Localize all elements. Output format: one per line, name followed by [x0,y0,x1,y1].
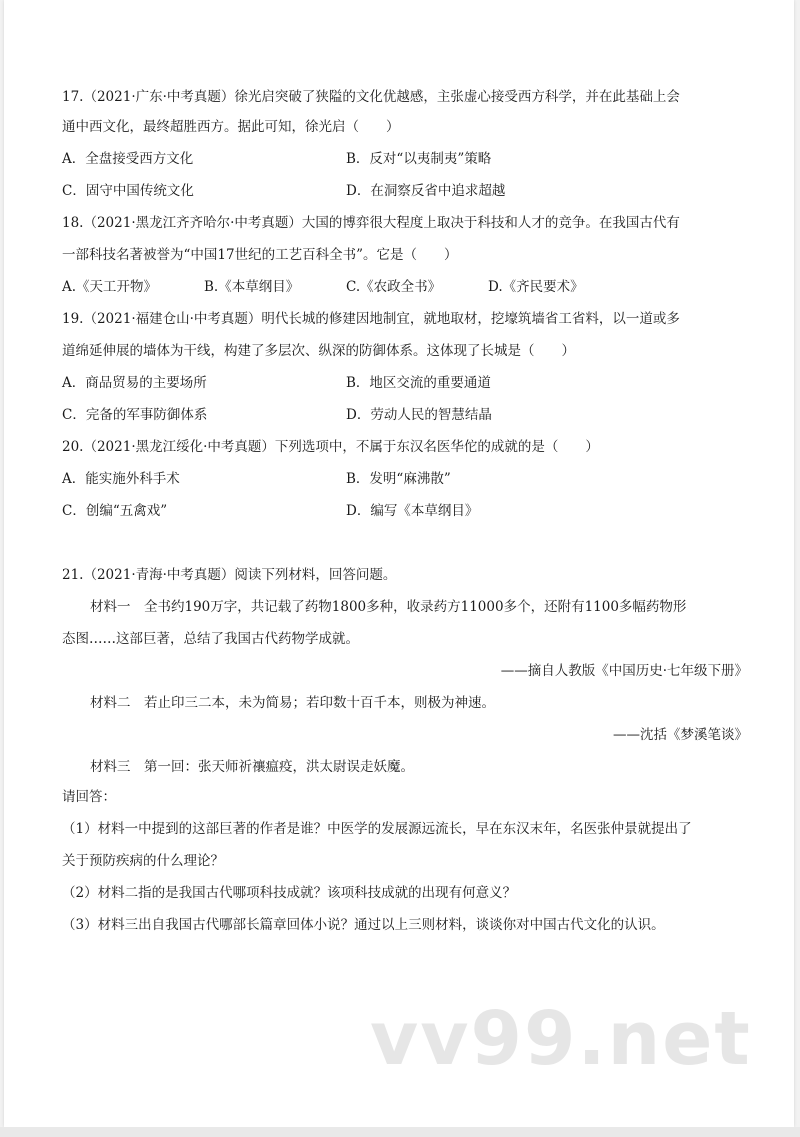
q20-option-a: A．能实施外科手术 [62,471,180,487]
q19-option-c: C．完备的军事防御体系 [62,407,208,423]
q21-sub1-line1: （1）材料一中提到的这部巨著的作者是谁？中医学的发展源远流长，早在东汉末年，名医张仲景就提出了 [62,821,692,837]
q21-material1-source: ——摘自人教版《中国历史·七年级下册》 [500,663,748,679]
q17-option-d: D．在洞察反省中追求超越 [346,183,506,199]
q21-material2-source: ——沈括《梦溪笔谈》 [613,727,748,743]
q19-option-a: A．商品贸易的主要场所 [62,375,207,391]
q21-sub2: （2）材料二指的是我国古代哪项科技成就？该项科技成就的出现有何意义？ [62,885,517,901]
q19-stem-line2: 道绵延伸展的墙体为干线，构建了多层次、纵深的防御体系。这体现了长城是（ ） [62,343,575,359]
q21-material2: 材料二 若止印三二本，未为简易；若印数十百千本，则极为神速。 [90,695,495,711]
q20-stem: 20.（2021·黑龙江绥化·中考真题）下列选项中，不属于东汉名医华佗的成就的是（ ） [62,439,599,455]
q21-intro: 21.（2021·青海·中考真题）阅读下列材料，回答问题。 [62,567,397,583]
q18-option-b: B.《本草纲目》 [204,279,300,295]
q21-sub1-line2: 关于预防疾病的什么理论？ [62,853,224,869]
q17-option-c: C．固守中国传统文化 [62,183,194,199]
watermark: vv99.net [370,996,752,1082]
q17-stem-line2: 通中西文化，最终超胜西方。据此可知，徐光启（ ） [62,119,400,135]
q20-option-b: B．发明“麻沸散” [346,471,451,487]
exam-page [4,0,794,1127]
q17-option-a: A．全盘接受西方文化 [62,151,194,167]
q21-material1-line2: 态图……这部巨著，总结了我国古代药物学成就。 [62,631,359,647]
q17-stem-line1: 17.（2021·广东·中考真题）徐光启突破了狭隘的文化优越感，主张虚心接受西方科学，并在此基础上会 [62,89,680,105]
q19-stem-line1: 19.（2021·福建仓山·中考真题）明代长城的修建因地制宜，就地取材，挖壕筑墙省工省料，以一道或多 [62,311,680,327]
q18-option-d: D.《齐民要术》 [488,279,584,295]
q20-option-c: C．创编“五禽戏” [62,503,168,519]
q17-option-b: B．反对“以夷制夷”策略 [346,151,492,167]
q19-option-b: B．地区交流的重要通道 [346,375,491,391]
q21-material3: 材料三 第一回：张天师祈禳瘟疫，洪太尉误走妖魔。 [90,759,414,775]
q19-option-d: D．劳动人民的智慧结晶 [346,407,492,423]
q18-stem-line1: 18.（2021·黑龙江齐齐哈尔·中考真题）大国的博弈很大程度上取决于科技和人才的竞争。在我国古代有 [62,215,680,231]
q21-prompt: 请回答： [62,789,116,805]
q21-sub3: （3）材料三出自我国古代哪部长篇章回体小说？通过以上三则材料，谈谈你对中国古代文化的认识。 [62,917,665,933]
q18-option-c: C.《农政全书》 [346,279,442,295]
q21-material1-line1: 材料一 全书约190万字，共记载了药物1800多种，收录药方11000多个，还附有1100多幅药物形 [90,599,687,615]
page-bottom-edge [0,1127,800,1137]
q20-option-d: D．编写《本草纲目》 [346,503,479,519]
q18-stem-line2: 一部科技名著被誉为“中国17世纪的工艺百科全书”。它是（ ） [62,247,458,263]
q18-option-a: A.《天工开物》 [62,279,158,295]
